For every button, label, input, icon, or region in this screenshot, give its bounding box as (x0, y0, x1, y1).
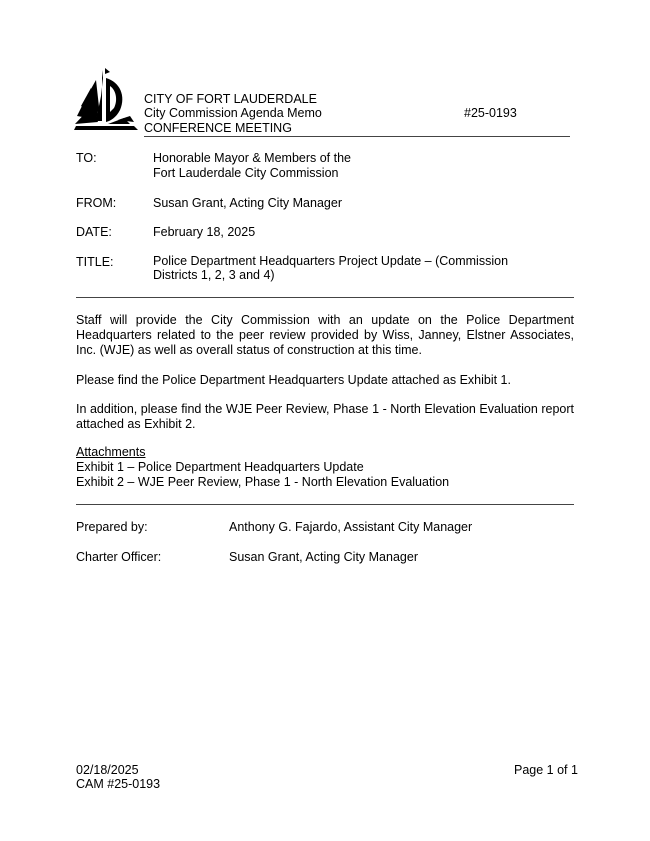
footer-date: 02/18/2025 (76, 763, 139, 777)
city-logo-icon (72, 66, 140, 134)
from-label: FROM: (76, 196, 117, 210)
section-divider-2 (76, 504, 574, 505)
meeting-type: CONFERENCE MEETING (144, 121, 292, 135)
footer-cam: CAM #25-0193 (76, 777, 161, 791)
body-paragraph-1: Staff will provide the City Commission with an update on the Police Department Headquarters related to the peer review provided by Wiss, Janney, Elstner Associates, Inc. (WJE) as well as overall status of construction at this time. (76, 313, 574, 357)
memo-type: City Commission Agenda Memo (144, 106, 322, 120)
to-line-2: Fort Lauderdale City Commission (153, 166, 339, 180)
charter-officer-label: Charter Officer: (76, 550, 162, 564)
footer-page: Page 1 of 1 (514, 763, 578, 777)
body-paragraph-3: In addition, please find the WJE Peer Review, Phase 1 - North Elevation Evaluation report attached as Exhibit 2. (76, 402, 574, 431)
title-line-1: Police Department Headquarters Project Update – (Commission (153, 254, 509, 268)
to-line-1: Honorable Mayor & Members of the (153, 151, 352, 165)
date-label: DATE: (76, 225, 112, 239)
attachment-item-2: Exhibit 2 – WJE Peer Review, Phase 1 - North Elevation Evaluation (76, 475, 450, 489)
city-name: CITY OF FORT LAUDERDALE (144, 92, 317, 106)
from-value: Susan Grant, Acting City Manager (153, 196, 342, 210)
charter-officer-value: Susan Grant, Acting City Manager (229, 550, 418, 564)
section-divider-1 (76, 297, 574, 298)
header-divider (144, 136, 570, 137)
prepared-by-value: Anthony G. Fajardo, Assistant City Manager (229, 520, 473, 534)
attachment-item-1: Exhibit 1 – Police Department Headquarters Update (76, 460, 364, 474)
attachments-heading: Attachments (76, 445, 146, 459)
title-line-2: Districts 1, 2, 3 and 4) (153, 268, 275, 282)
body-paragraph-2: Please find the Police Department Headquarters Update attached as Exhibit 1. (76, 373, 511, 387)
to-label: TO: (76, 151, 97, 165)
title-label: TITLE: (76, 255, 114, 269)
memo-number: #25-0193 (464, 106, 517, 120)
date-value: February 18, 2025 (153, 225, 256, 239)
prepared-by-label: Prepared by: (76, 520, 148, 534)
